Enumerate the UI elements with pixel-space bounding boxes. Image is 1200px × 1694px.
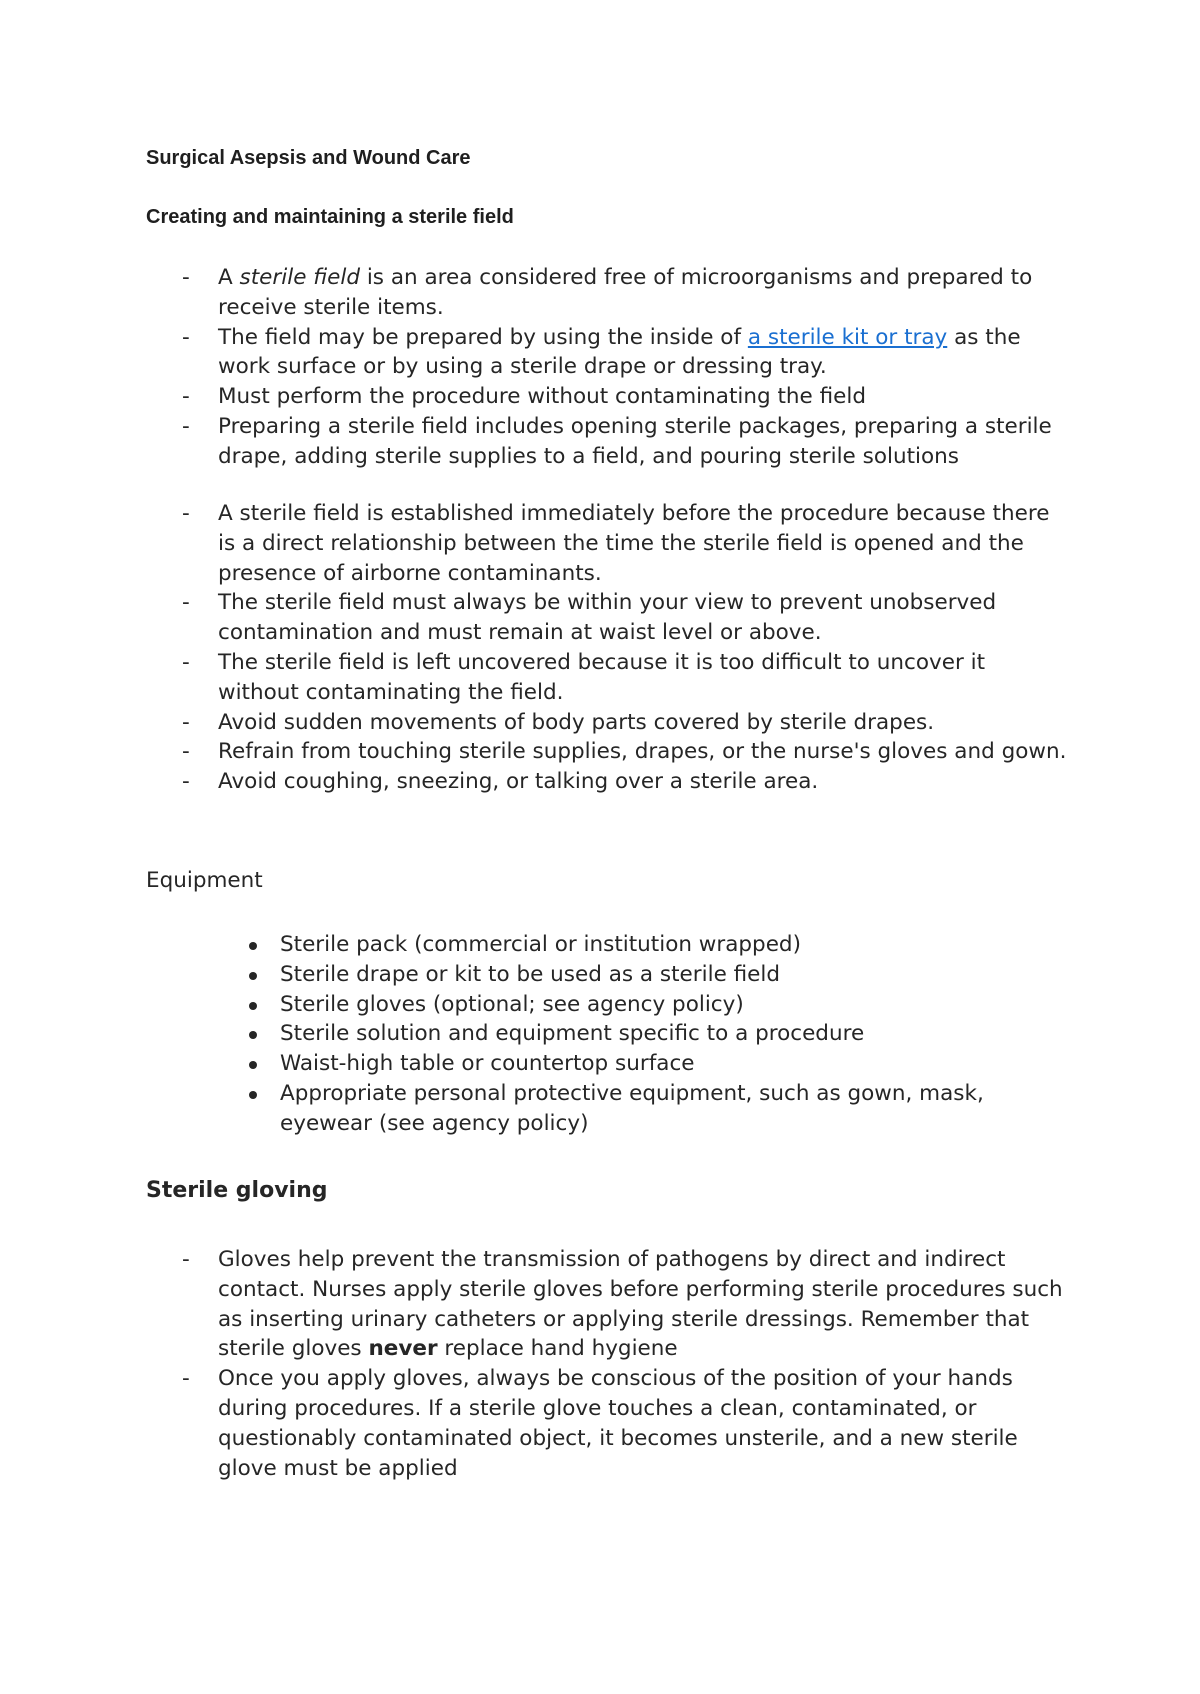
bullet-dot-icon xyxy=(249,1091,257,1099)
list-item: Sterile solution and equipment specific to a procedure xyxy=(280,1019,1020,1049)
dash-marker: - xyxy=(182,739,190,765)
list-item: - The sterile field must always be within your view to prevent unobserved contamination and must remain at waist level or above. xyxy=(182,590,997,646)
dash-marker: - xyxy=(182,413,190,439)
dash-marker: - xyxy=(182,1247,190,1272)
dash-marker: - xyxy=(182,501,190,526)
sterile-field-list-b xyxy=(182,499,1068,797)
bullet-dot-icon xyxy=(249,1002,257,1010)
section-heading-sterile-field: Creating and maintaining a sterile field xyxy=(146,206,514,228)
document-title: Surgical Asepsis and Wound Care xyxy=(146,147,471,169)
bullet-dot-icon xyxy=(249,1031,257,1039)
list-item: Sterile gloves (optional; see agency policy) xyxy=(280,990,1020,1020)
emphasis-term: sterile field xyxy=(239,265,360,290)
list-item: - A sterile field is an area considered free of microorganisms and prepared to receive sterile items. xyxy=(182,265,1033,320)
dash-marker: - xyxy=(182,590,190,616)
sterile-field-list-a xyxy=(182,263,1068,472)
list-item: Sterile pack (commercial or institution wrapped) xyxy=(280,930,1020,960)
list-item: - The sterile field is left uncovered because it is too difficult to uncover it without contaminating the field. xyxy=(182,649,986,705)
bullet-dot-icon xyxy=(249,972,257,980)
dash-marker: - xyxy=(182,649,190,675)
dash-marker: - xyxy=(182,1366,190,1392)
sterile-kit-link[interactable]: a sterile kit or tray xyxy=(747,324,948,350)
list-item: - Gloves help prevent the transmission of pathogens by direct and indirect contact. Nurses apply sterile gloves before performing sterile procedures such as inserting urinary catheters or applying sterile dressings. Remember that sterile gloves never replace hand hygiene xyxy=(182,1247,1063,1362)
dash-marker: - xyxy=(182,265,190,290)
list-item: - The field may be prepared by using the inside of a sterile kit or tray as the work surface or by using a sterile drape or dressing tray. xyxy=(182,324,1021,380)
dash-marker: - xyxy=(182,769,190,795)
dash-marker: - xyxy=(182,324,190,350)
list-item: Sterile drape or kit to be used as a sterile field xyxy=(280,960,1020,990)
list-item: Waist-high table or countertop surface xyxy=(280,1049,1020,1079)
equipment-list xyxy=(280,930,1020,1139)
gloving-list xyxy=(182,1245,1068,1483)
list-item: - Avoid coughing, sneezing, or talking over a sterile area. xyxy=(218,767,1068,797)
bullet-dot-icon xyxy=(249,942,257,950)
list-item: - Preparing a sterile field includes opening sterile packages, preparing a sterile drape, adding sterile supplies to a field, and pouring sterile solutions xyxy=(182,413,1052,469)
list-item: - A sterile field is established immediately before the procedure because there is a direct relationship between the time the sterile field is opened and the presence of airborne contaminants. xyxy=(182,501,1050,586)
section-heading-sterile-gloving: Sterile gloving xyxy=(146,1178,328,1203)
list-item: - Once you apply gloves, always be conscious of the position of your hands during procedures. If a sterile glove touches a clean, contaminated, or questionably contaminated object, it becomes unsterile, and a new sterile glove must be applied xyxy=(182,1366,1018,1481)
list-item: - Refrain from touching sterile supplies, drapes, or the nurse's gloves and gown. xyxy=(218,737,1068,767)
emphasis-never: never xyxy=(368,1336,438,1362)
dash-marker: - xyxy=(182,384,190,410)
list-item: Appropriate personal protective equipment, such as gown, mask, eyewear (see agency policy) xyxy=(280,1079,1020,1139)
section-heading-equipment: Equipment xyxy=(146,868,263,893)
list-item: - Avoid sudden movements of body parts covered by sterile drapes. xyxy=(218,708,1068,738)
list-item: - Must perform the procedure without contaminating the field xyxy=(218,382,1068,412)
dash-marker: - xyxy=(182,709,190,735)
bullet-dot-icon xyxy=(249,1061,257,1069)
